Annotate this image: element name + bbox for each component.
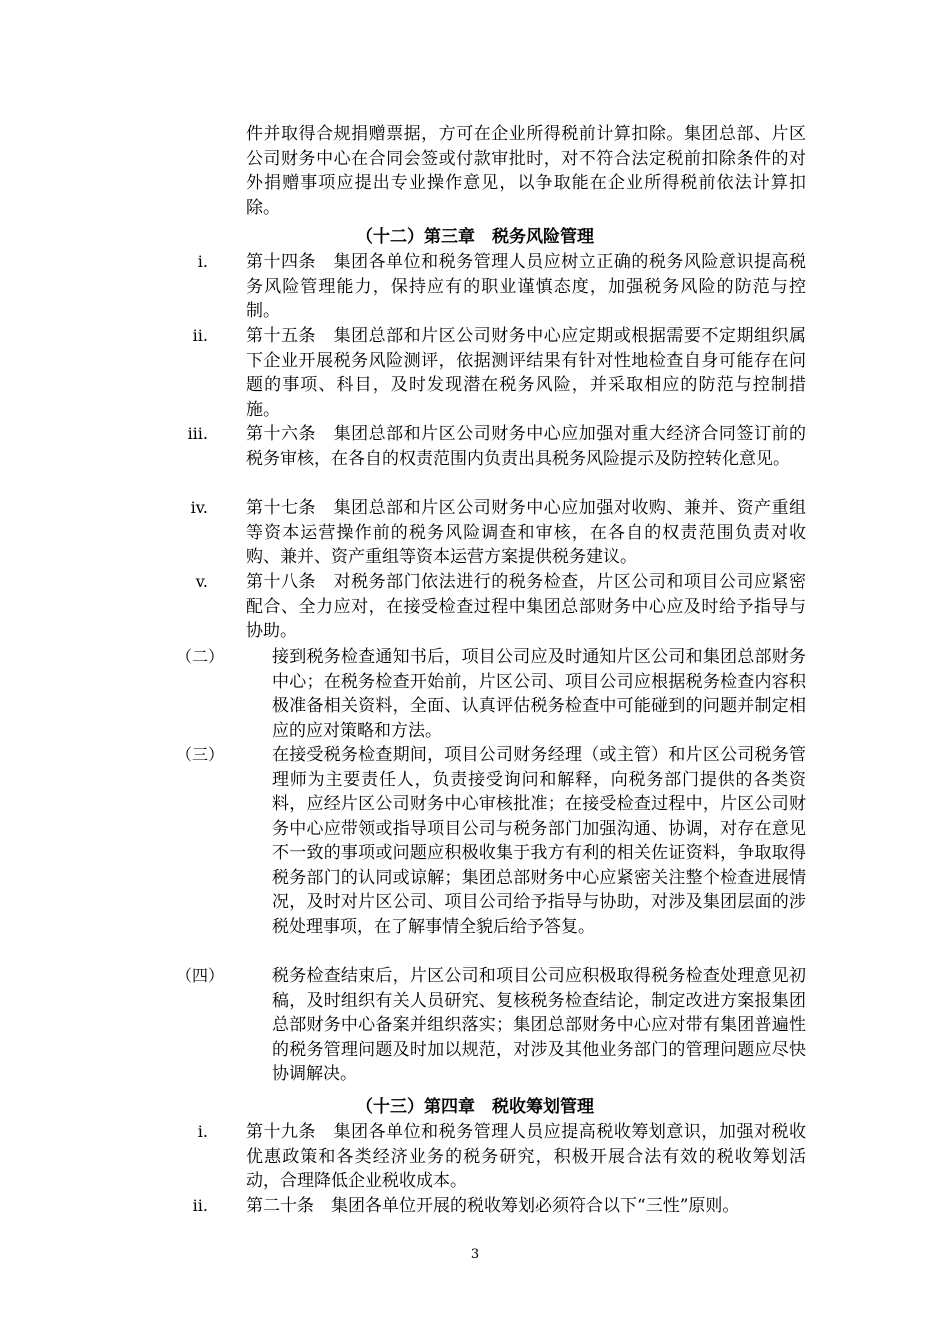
list-marker: iv. — [190, 498, 208, 517]
sub-item-3: 在接受税务检查期间，项目公司财务经理（或主管）和片区公司税务管理师为主要责任人，负责接受询问和解释，向税务部门提供的各类资料，应经片区公司财务中心审核批准；在接受检查过程中，片区公司财务中心应带领或指导项目公司与税务部门加强沟通、协调，对存在意见不一致的事项或问题应积极收集于我方有利的相关佐证资料，争取取得税务部门的认同或谅解；集团总部财务中心应紧密关注整个检查进展情况，及时对片区公司、项目公司给予指导与协助，对涉及集团层面的涉税处理事项，在了解事情全貌后给予答复。 — [272, 745, 806, 937]
list-marker: ii. — [192, 326, 208, 345]
list-marker: v. — [195, 572, 208, 591]
list-marker: ii. — [192, 1196, 208, 1215]
article-20: 第二十条 集团各单位开展的税收筹划必须符合以下“三性”原则。 — [246, 1196, 740, 1216]
list-marker: i. — [197, 252, 208, 271]
article-16: 第十六条 集团总部和片区公司财务中心应加强对重大经济合同签订前的税务审核，在各自的权责范围内负责出具税务风险提示及防控转化意见。 — [246, 424, 806, 469]
sub-list-marker: （三） — [176, 745, 225, 764]
list-marker: i. — [197, 1122, 208, 1141]
sub-list-marker: （四） — [176, 966, 225, 985]
sub-item-4: 税务检查结束后，片区公司和项目公司应积极取得税务检查处理意见初稿，及时组织有关人员研究、复核税务检查结论，制定改进方案报集团总部财务中心备案并组织落实；集团总部财务中心应对带有集团普遍性的税务管理问题及时加以规范，对涉及其他业务部门的管理问题应尽快协调解决。 — [272, 966, 806, 1084]
list-marker: iii. — [187, 424, 208, 443]
article-17: 第十七条 集团总部和片区公司财务中心应加强对收购、兼并、资产重组等资本运营操作前的税务风险调查和审核，在各自的权责范围负责对收购、兼并、资产重组等资本运营方案提供税务建议。 — [246, 498, 806, 567]
article-14: 第十四条 集团各单位和税务管理人员应树立正确的税务风险意识提高税务风险管理能力，保持应有的职业谨慎态度，加强税务风险的防范与控制。 — [246, 252, 806, 321]
chapter-4-heading: （十三）第四章 税收筹划管理 — [356, 1097, 594, 1117]
continuation-paragraph: 件并取得合规捐赠票据，方可在企业所得税前计算扣除。集团总部、片区公司财务中心在合同会签或付款审批时，对不符合法定税前扣除条件的对外捐赠事项应提出专业操作意见，以争取能在企业所得税前依法计算扣除。 — [246, 124, 806, 218]
page-number: 3 — [470, 1247, 480, 1262]
chapter-3-heading: （十二）第三章 税务风险管理 — [356, 227, 594, 247]
article-18: 第十八条 对税务部门依法进行的税务检查，片区公司和项目公司应紧密配合、全力应对，在接受检查过程中集团总部财务中心应及时给予指导与协助。 — [246, 572, 806, 641]
sub-item-2: 接到税务检查通知书后，项目公司应及时通知片区公司和集团总部财务中心；在税务检查开始前，片区公司、项目公司应根据税务检查内容积极准备相关资料，全面、认真评估税务检查中可能碰到的问题并制定相应的应对策略和方法。 — [272, 647, 806, 741]
article-19: 第十九条 集团各单位和税务管理人员应提高税收筹划意识，加强对税收优惠政策和各类经济业务的税务研究，积极开展合法有效的税收筹划活动，合理降低企业税收成本。 — [246, 1122, 806, 1191]
sub-list-marker: （二） — [176, 647, 225, 666]
article-15: 第十五条 集团总部和片区公司财务中心应定期或根据需要不定期组织属下企业开展税务风险测评，依据测评结果有针对性地检查自身可能存在问题的事项、科目，及时发现潜在税务风险，并采取相应的防范与控制措施。 — [246, 326, 806, 420]
